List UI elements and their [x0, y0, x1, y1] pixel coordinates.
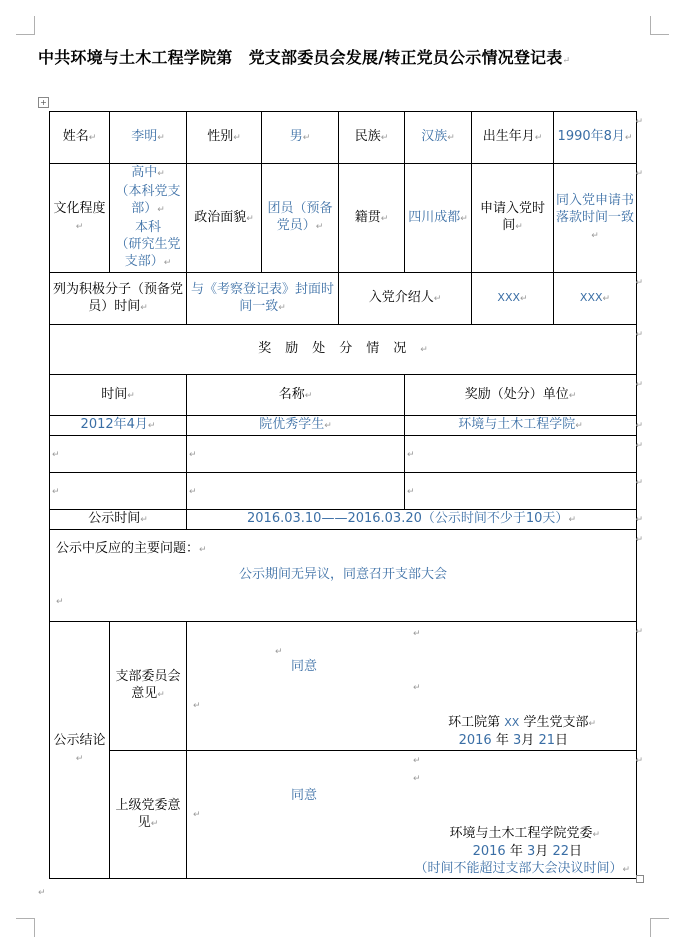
upper-committee-label: 上级党委意见↵ — [110, 751, 187, 879]
document-title: 中共环境与土木工程学院第 党支部委员会发展/转正党员公示情况登记表↵ — [38, 48, 571, 67]
empty-paragraph: ↵ — [56, 597, 64, 607]
education-value-line: （研究生党支部）↵ — [115, 237, 181, 269]
awards-heading: 奖励处分情况↵ ↵ — [50, 325, 637, 375]
education-value-line: （本科党支部）↵ — [115, 184, 181, 216]
education-row — [50, 164, 637, 273]
branch-opinion-cell[interactable]: ↵ ↵ 同意 ↵ ↵ 环工院第 XX 学生党支部↵ 2016 年 3月 21日 ↵ — [187, 622, 637, 751]
education-label: 文化程度↵ — [50, 164, 110, 273]
birth-label: 出生年月↵ — [472, 112, 554, 164]
branch-committee-label: 支部委员会意见↵ — [110, 622, 187, 751]
award-name[interactable]: 院优秀学生↵ — [187, 416, 405, 436]
activist-row — [50, 273, 637, 325]
upper-opinion-row — [50, 751, 637, 879]
education-value[interactable] — [110, 164, 187, 273]
issues-value: 公示期间无异议，同意召开支部大会 — [238, 567, 447, 582]
native-value[interactable]: 四川成都↵ — [405, 164, 472, 273]
activist-time-value[interactable]: 与《考察登记表》封面时间一致↵ — [187, 273, 339, 325]
introducer-label: 入党介绍人↵ — [339, 273, 472, 325]
issues-cell[interactable]: 公示中反应的主要问题：↵ 公示期间无异议，同意召开支部大会 ↵ ↵ — [50, 530, 637, 622]
education-value-line: 高中↵ — [131, 165, 165, 180]
political-value[interactable]: 团员（预备党员）↵ — [262, 164, 339, 273]
awards-col-unit: 奖励（处分）单位↵ ↵ — [405, 375, 637, 416]
table-move-handle-icon[interactable]: + — [38, 97, 49, 108]
upper-opinion-cell[interactable]: ↵ ↵ 同意 ↵ 环境与土木工程学院党委↵ 2016 年 3月 22日 （时间不能超过支部大会决议时间）↵ ↵ — [187, 751, 637, 879]
ethnic-label: 民族↵ — [339, 112, 405, 164]
award-time[interactable]: ↵ — [50, 473, 187, 510]
name-value[interactable]: 李明↵ — [110, 112, 187, 164]
award-unit[interactable]: 环境与土木工程学院↵ ↵ — [405, 416, 637, 436]
branch-opinion-row — [50, 622, 637, 751]
branch-opinion-text: 同意 — [291, 659, 318, 674]
page-corner-mark — [650, 918, 669, 937]
awards-col-name: 名称↵ — [187, 375, 405, 416]
introducer-1-value[interactable]: XXX↵ — [472, 273, 554, 325]
political-label: 政治面貌↵ — [187, 164, 262, 273]
issues-row — [50, 530, 637, 622]
page-corner-mark — [650, 16, 669, 35]
trailing-paragraph-mark: ↵ — [38, 888, 46, 898]
awards-data-row — [50, 436, 637, 473]
education-value-line: 本科 — [134, 220, 161, 235]
upper-date: 2016 年 3月 22日 — [472, 844, 582, 859]
name-label: 姓名↵ — [50, 112, 110, 164]
introducer-2-value[interactable]: XXX↵ ↵ — [554, 273, 637, 325]
awards-data-row — [50, 473, 637, 510]
publicity-time-value[interactable]: 2016.03.10——2016.03.20（公示时间不少于10天）↵ ↵ — [187, 510, 637, 530]
table-resize-handle-icon[interactable] — [636, 875, 644, 883]
page-corner-mark — [16, 918, 35, 937]
apply-time-value[interactable]: 同入党申请书落款时间一致↵ ↵ — [554, 164, 637, 273]
upper-opinion-text: 同意 — [291, 788, 318, 803]
award-unit[interactable]: ↵ ↵ — [405, 436, 637, 473]
publicity-time-label: 公示时间↵ — [50, 510, 187, 530]
branch-signature: 环工院第 XX 学生党支部↵ — [448, 715, 596, 730]
activist-time-label: 列为积极分子（预备党员）时间↵ — [50, 273, 187, 325]
issues-label: 公示中反应的主要问题：↵ — [56, 541, 207, 556]
apply-time-label: 申请入党时间↵ — [472, 164, 554, 273]
awards-col-time: 时间↵ — [50, 375, 187, 416]
award-unit[interactable]: ↵ ↵ — [405, 473, 637, 510]
gender-value[interactable]: 男↵ — [262, 112, 339, 164]
award-time[interactable]: 2012年4月↵ — [50, 416, 187, 436]
native-label: 籍贯↵ — [339, 164, 405, 273]
award-name[interactable]: ↵ — [187, 473, 405, 510]
upper-signature: 环境与土木工程学院党委↵ — [449, 826, 600, 841]
gender-label: 性别↵ — [187, 112, 262, 164]
publicity-time-row — [50, 510, 637, 530]
ethnic-value[interactable]: 汉族↵ — [405, 112, 472, 164]
award-time[interactable]: ↵ — [50, 436, 187, 473]
basic-info-row — [50, 112, 637, 164]
awards-heading-row — [50, 325, 637, 375]
page-corner-mark — [16, 16, 35, 35]
branch-date: 2016 年 3月 21日 — [458, 733, 568, 748]
conclusion-label: 公示结论↵ — [50, 622, 110, 879]
upper-note: （时间不能超过支部大会决议时间）↵ — [414, 861, 630, 876]
awards-data-row — [50, 416, 637, 436]
registration-table — [49, 111, 643, 879]
awards-header-row — [50, 375, 637, 416]
birth-value[interactable]: 1990年8月↵ ↵ — [554, 112, 637, 164]
award-name[interactable]: ↵ — [187, 436, 405, 473]
